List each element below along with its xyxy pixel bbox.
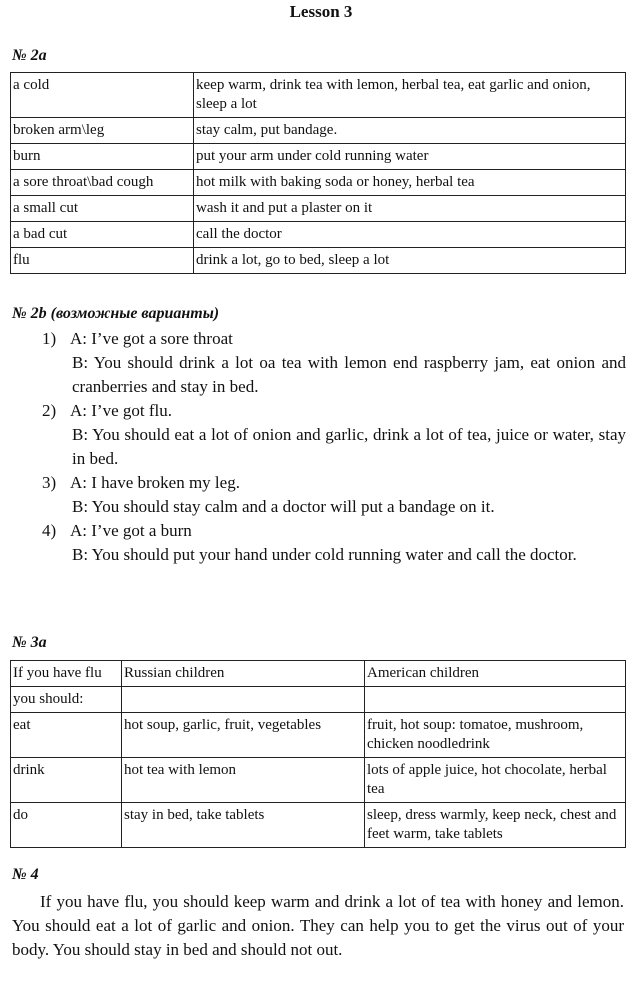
exercise-3a-table <box>10 660 626 848</box>
table-row <box>11 687 626 713</box>
advice-cell: stay calm, put bandage. <box>194 118 626 144</box>
exercise-2a-heading: № 2a <box>12 47 47 64</box>
dialogue-line-b: B: You should eat a lot of onion and garlic, drink a lot of tea, juice or water, stay in bed. <box>72 425 626 468</box>
table-cell: eat <box>11 713 122 758</box>
table-row <box>11 170 626 196</box>
problem-cell: a bad cut <box>11 222 194 248</box>
table-header-row <box>11 661 626 687</box>
dialogue-line-a: A: I’ve got flu. <box>70 401 172 420</box>
dialogue-line-a: A: I’ve got a burn <box>70 521 192 540</box>
advice-cell: put your arm under cold running water <box>194 144 626 170</box>
table-row <box>11 118 626 144</box>
table-row <box>11 713 626 758</box>
exercise-2b-dialogues <box>42 327 626 567</box>
advice-cell: hot milk with baking soda or honey, herbal tea <box>194 170 626 196</box>
exercise-2b-heading: № 2b (возможные варианты) <box>12 305 220 322</box>
table-row <box>11 222 626 248</box>
table-row <box>11 73 626 118</box>
table-cell: do <box>11 803 122 848</box>
exercise-2a-table <box>10 72 626 274</box>
dialogue-line-a: A: I have broken my leg. <box>70 473 240 492</box>
advice-cell: keep warm, drink tea with lemon, herbal tea, eat garlic and onion, sleep a lot <box>194 73 626 118</box>
page-title: Lesson 3 <box>289 2 353 21</box>
table-cell: fruit, hot soup: tomatoe, mushroom, chicken noodledrink <box>365 713 626 758</box>
dialogue-item <box>42 471 626 519</box>
dialogue-item <box>42 519 626 567</box>
table-cell: hot tea with lemon <box>122 758 365 803</box>
problem-cell: a sore throat\bad cough <box>11 170 194 196</box>
column-header: American children <box>365 661 626 687</box>
table-row <box>11 803 626 848</box>
column-header: If you have flu <box>11 661 122 687</box>
table-cell: lots of apple juice, hot chocolate, herbal tea <box>365 758 626 803</box>
table-cell <box>122 687 365 713</box>
advice-cell: drink a lot, go to bed, sleep a lot <box>194 248 626 274</box>
problem-cell: burn <box>11 144 194 170</box>
table-cell: sleep, dress warmly, keep neck, chest and feet warm, take tablets <box>365 803 626 848</box>
dialogue-number: 3) <box>42 473 57 492</box>
dialogue-number: 2) <box>42 401 57 420</box>
table-cell: you should: <box>11 687 122 713</box>
problem-cell: a small cut <box>11 196 194 222</box>
table-cell: stay in bed, take tablets <box>122 803 365 848</box>
dialogue-number: 1) <box>42 329 57 348</box>
advice-cell: call the doctor <box>194 222 626 248</box>
dialogue-line-b: B: You should stay calm and a doctor will put a bandage on it. <box>72 497 495 516</box>
exercise-3a-heading: № 3a <box>12 634 47 651</box>
column-header: Russian children <box>122 661 365 687</box>
dialogue-item <box>42 399 626 471</box>
table-cell <box>365 687 626 713</box>
dialogue-line-a: A: I’ve got a sore throat <box>70 329 233 348</box>
table-cell: hot soup, garlic, fruit, vegetables <box>122 713 365 758</box>
table-row <box>11 144 626 170</box>
dialogue-item <box>42 327 626 399</box>
problem-cell: a cold <box>11 73 194 118</box>
table-row <box>11 248 626 274</box>
table-row <box>11 196 626 222</box>
table-cell: drink <box>11 758 122 803</box>
dialogue-line-b: B: You should put your hand under cold running water and call the doctor. <box>72 545 577 564</box>
problem-cell: flu <box>11 248 194 274</box>
exercise-4-paragraph: If you have flu, you should keep warm and drink a lot of tea with honey and lemon. You should eat a lot of garlic and onion. They can help you to get the virus out of your body. You should stay in bed and should not out. <box>12 892 624 959</box>
problem-cell: broken arm\leg <box>11 118 194 144</box>
exercise-4-heading: № 4 <box>12 866 39 883</box>
dialogue-line-b: B: You should drink a lot oa tea with lemon end raspberry jam, eat onion and cranberries and stay in bed. <box>72 353 626 396</box>
dialogue-number: 4) <box>42 521 57 540</box>
advice-cell: wash it and put a plaster on it <box>194 196 626 222</box>
table-row <box>11 758 626 803</box>
